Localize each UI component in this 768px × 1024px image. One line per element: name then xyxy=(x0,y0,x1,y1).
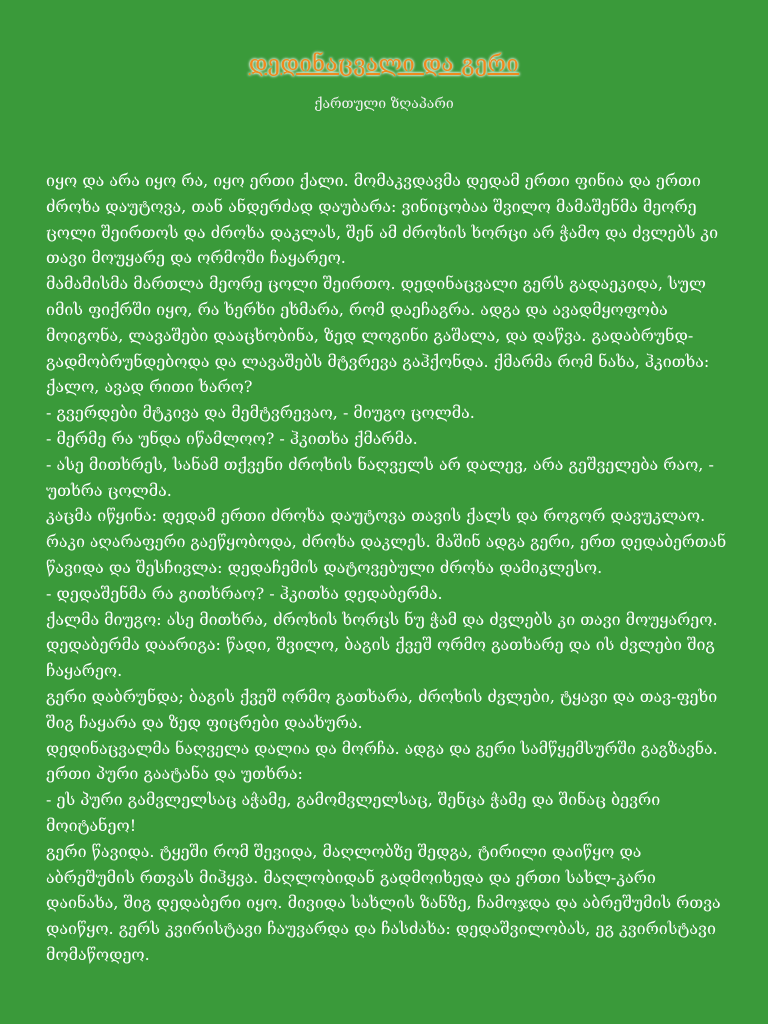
story-text xyxy=(46,168,726,968)
story-title: დედინაცვალი და გერი xyxy=(248,52,520,77)
story-line: ცოლი შეირთოს და ძროხა დაკლას, შენ ამ ძროხის ხორცი არ ჭამო და ძვლებს კი xyxy=(46,222,719,242)
story-line: კაცმა იწყინა: დედამ ერთი ძროხა დაუტოვა თავის ქალს და როგორ დავუკლაო. xyxy=(46,506,706,526)
story-line: უთხრა ცოლმა. xyxy=(46,480,172,500)
story-subtitle: ქართული ზღაპარი xyxy=(314,96,454,112)
story-line: ქალო, ავად რითი ხარო? xyxy=(46,377,253,397)
story-line: გერი წავიდა. ტყეში რომ შევიდა, მაღლობზე შედგა, ტირილი დაიწყო და xyxy=(46,841,642,861)
story-line: - დედაშენმა რა გითხრაო? - ჰკითხა დედაბერმა. xyxy=(46,583,443,603)
story-line: მოიგონა, ლავაშები დააცხობინა, ზედ ლოგინი გაშალა, და დაწვა. გადაბრუნდ- xyxy=(46,325,694,345)
story-line: მომაწოდეო. xyxy=(46,944,150,964)
story-line: დაინახა, შიგ დედაბერი იყო. მივიდა სახლის ზანზე, ჩამოჯდა და აბრეშუმის რთვა xyxy=(46,893,721,913)
story-line: - გვერდები მტკივა და მემტვრევაო, - მიუგო ცოლმა. xyxy=(46,403,475,423)
story-line: დედინაცვალმა ნაღველა დალია და მორჩა. ადგა და გერი სამწყემსურში გაგზავნა. xyxy=(46,738,718,758)
story-line: - ეს პური გამვლელსაც აჭამე, გამომვლელსაც, შენცა ჭამე და შინაც ბევრი xyxy=(46,790,661,810)
story-line: რაკი აღარაფერი გაეწყობოდა, ძროხა დაკლეს. მაშინ ადგა გერი, ერთ დედაბერთან xyxy=(46,532,727,552)
story-line: აბრეშუმის რთვას მიჰყვა. მაღლობიდან გადმოიხედა და ერთი სახლ-კარი xyxy=(46,867,656,887)
story-line: წავიდა და შესჩივლა: დედაჩემის დატოვებული ძროხა დამიკლესო. xyxy=(46,557,603,577)
story-line: გერი დაბრუნდა; ბაგის ქვეშ ორმო გათხარა, ძროხის ძვლები, ტყავი და თავ-ფეხი xyxy=(46,686,718,706)
story-line: - ასე მითხრეს, სანამ თქვენი ძროხის ნაღველს არ დალევ, არა გეშველება რაო, - xyxy=(46,454,714,474)
story-line: იმის ფიქრში იყო, რა ხერხი ეხმარა, რომ დაეჩაგრა. ადგა და ავადმყოფობა xyxy=(46,299,668,319)
story-line: დაიწყო. გერს კვირისტავი ჩაუვარდა და ჩასძახა: დედაშვილობას, ეგ კვირისტავი xyxy=(46,919,716,939)
story-line: ჩაყარეო. xyxy=(46,661,123,681)
story-line: შიგ ჩაყარა და ზედ ფიცრები დაახურა. xyxy=(46,712,363,732)
story-line: თავი მოუყარე და ორმოში ჩაყარეო. xyxy=(46,248,346,268)
story-line: ქალმა მიუგო: ასე მითხრა, ძროხის ხორცს ნუ ჭამ და ძვლებს კი თავი მოუყარეო. xyxy=(46,609,718,629)
story-line: დედაბერმა დაარიგა: წადი, შვილო, ბაგის ქვეშ ორმო გათხარე და ის ძვლები შიგ xyxy=(46,635,715,655)
story-line: ერთი პური გაატანა და უთხრა: xyxy=(46,764,303,784)
story-line: გადმობრუნდებოდა და ლავაშებს მტვრევა გაჰქონდა. ქმარმა რომ ნახა, ჰკითხა: xyxy=(46,351,710,371)
story-line: მამამისმა მართლა მეორე ცოლი შეირთო. დედინაცვალი გერს გადაეკიდა, სულ xyxy=(46,274,706,294)
story-line: - მერმე რა უნდა იწამლოო? - ჰკითხა ქმარმა. xyxy=(46,428,418,448)
story-line: მოიტანეო! xyxy=(46,815,137,835)
story-line: იყო და არა იყო რა, იყო ერთი ქალი. მომაკვდავმა დედამ ერთი ფინია და ერთი xyxy=(46,171,701,190)
story-line: ძროხა დაუტოვა, თან ანდერძად დაუბარა: ვინიცობაა შვილო მამაშენმა მეორე xyxy=(46,196,697,216)
